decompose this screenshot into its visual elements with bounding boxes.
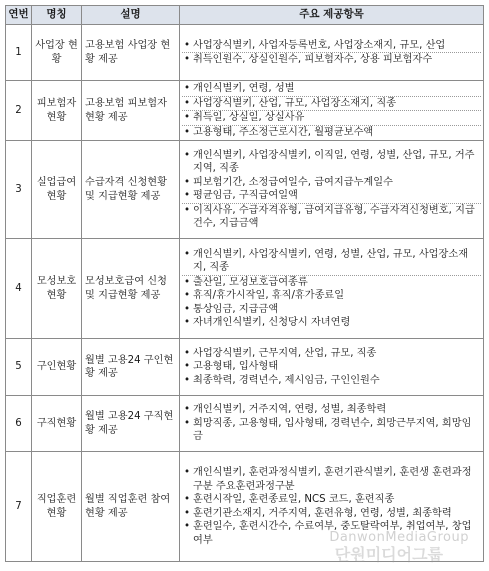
row-items	[180, 81, 484, 141]
list-item: • 평균임금, 구직급여일액	[193, 189, 481, 203]
table-row	[6, 25, 484, 81]
row-number: 6	[6, 396, 32, 452]
item-group	[182, 96, 481, 111]
watermark-text: DanwonMediaGroup	[329, 530, 469, 545]
row-description: 월별 고용24 구인현황 제공	[82, 339, 180, 396]
table-row	[6, 452, 484, 562]
item-group	[182, 39, 481, 53]
list-item: • 개인식별키, 연령, 성별	[193, 82, 481, 96]
item-group	[182, 52, 481, 67]
row-number: 2	[6, 81, 32, 141]
table-row	[6, 81, 484, 141]
row-description: 고용보험 사업장 현황 제공	[82, 25, 180, 81]
row-items	[180, 25, 484, 81]
row-items	[180, 239, 484, 339]
header-no: 연번	[6, 6, 32, 25]
row-number: 1	[6, 25, 32, 81]
list-item: • 고용형태, 주소정근로시간, 월평균보수액	[193, 126, 481, 140]
list-item: • 개인식별키, 거주지역, 연령, 성별, 최종학력	[193, 403, 481, 417]
table-header-row	[6, 6, 484, 25]
item-group	[182, 149, 481, 203]
item-group	[182, 125, 481, 140]
table-row	[6, 339, 484, 396]
list-item: • 사업장식별키, 근무지역, 산업, 규모, 직종	[193, 347, 481, 361]
list-item: • 훈련일수, 훈련시간수, 수료여부, 중도탈락여부, 취업여부, 창업여부	[193, 520, 481, 547]
item-group	[182, 403, 481, 444]
item-group	[182, 466, 481, 547]
row-name: 피보험자 현황	[32, 81, 82, 141]
row-number: 3	[6, 141, 32, 239]
item-group	[182, 110, 481, 125]
data-provision-table	[5, 5, 484, 562]
header-items: 주요 제공항목	[180, 6, 484, 25]
table-row	[6, 141, 484, 239]
row-name: 구인현황	[32, 339, 82, 396]
row-description: 월별 직업훈련 참여현황 제공	[82, 452, 180, 562]
item-group	[182, 347, 481, 388]
row-name: 실업급여 현황	[32, 141, 82, 239]
row-description: 모성보호급여 신청 및 지급현황 제공	[82, 239, 180, 339]
row-name: 모성보호 현황	[32, 239, 82, 339]
watermark-korean: 단원미디어그룹	[334, 545, 443, 564]
list-item: • 고용형태, 입사형태	[193, 360, 481, 374]
list-item: • 휴직/휴가시작일, 휴직/휴가종료일	[193, 289, 481, 303]
row-name: 구직현황	[32, 396, 82, 452]
list-item: • 사업장식별키, 산업, 규모, 사업장소재지, 직종	[193, 97, 481, 111]
list-item: • 훈련시작일, 훈련종료일, NCS 코드, 훈련직종	[193, 493, 481, 507]
row-name: 사업장 현황	[32, 25, 82, 81]
row-number: 5	[6, 339, 32, 396]
list-item: • 사업장식별키, 사업자등록번호, 사업장소재지, 규모, 산업	[193, 39, 481, 53]
list-item: • 개인식별키, 훈련과정식별키, 훈련기관식별키, 훈련생 훈련과정구분 주요훈련과정구분	[193, 466, 481, 493]
list-item: • 최종학력, 경력년수, 제시임금, 구인인원수	[193, 374, 481, 388]
list-item: • 이직사유, 수급자격유형, 급여지급유형, 수급자격신청변호, 지급건수, 지급금액	[193, 204, 481, 231]
row-description: 월별 고용24 구직현황 제공	[82, 396, 180, 452]
list-item: • 희망직종, 고용형태, 입사형태, 경력년수, 희망근무지역, 희망임금	[193, 417, 481, 444]
list-item: • 훈련기관소재지, 거주지역, 훈련유형, 연령, 성별, 최종학력	[193, 507, 481, 521]
list-item: • 개인식별키, 사업장식별키, 연령, 성별, 산업, 규모, 사업장소재지, 직종	[193, 248, 481, 275]
list-item: • 취득일, 상실일, 상실사유	[193, 111, 481, 125]
list-item: • 자녀개인식별키, 신청당시 자녀연령	[193, 316, 481, 330]
row-name: 직업훈련 현황	[32, 452, 82, 562]
row-items	[180, 339, 484, 396]
list-item: • 개인식별키, 사업장식별키, 이직일, 연령, 성별, 산업, 규모, 거주지역, 직종	[193, 149, 481, 176]
row-items	[180, 452, 484, 562]
list-item: • 피보험기간, 소정급여일수, 급여지급누계일수	[193, 176, 481, 190]
header-name: 명칭	[32, 6, 82, 25]
row-items	[180, 396, 484, 452]
list-item: • 통상임금, 지급금액	[193, 303, 481, 317]
row-number: 7	[6, 452, 32, 562]
item-group	[182, 203, 481, 231]
row-description: 고용보험 피보험자 현황 제공	[82, 81, 180, 141]
item-group	[182, 82, 481, 96]
table-row	[6, 239, 484, 339]
header-desc: 설명	[82, 6, 180, 25]
table-row	[6, 396, 484, 452]
row-items	[180, 141, 484, 239]
list-item: • 출산일, 모성보호급여종류	[193, 276, 481, 290]
row-description: 수급자격 신청현황 및 지급현황 제공	[82, 141, 180, 239]
list-item: • 취득인원수, 상실인원수, 피보험자수, 상용 피보험자수	[193, 53, 481, 67]
row-number: 4	[6, 239, 32, 339]
item-group	[182, 248, 481, 275]
item-group	[182, 275, 481, 330]
